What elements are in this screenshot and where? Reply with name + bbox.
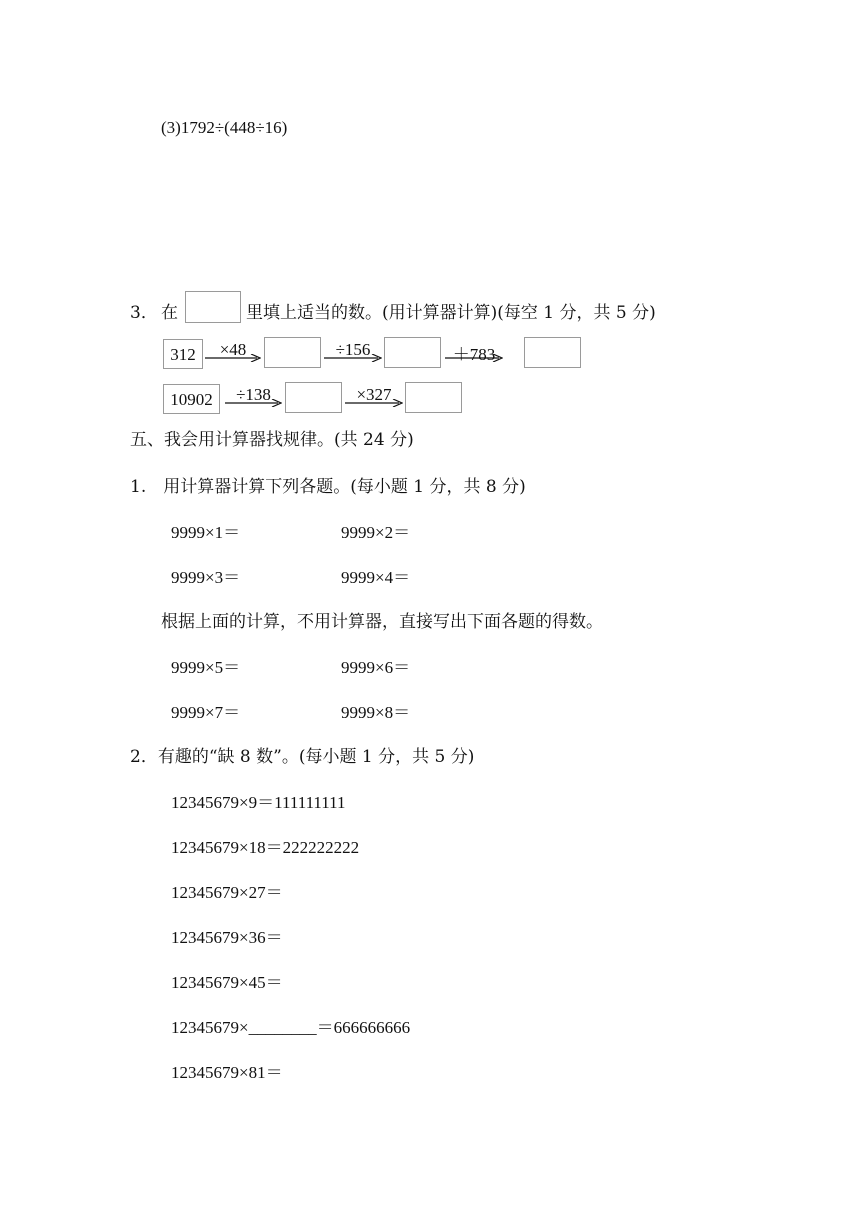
s5-q1-b-r2c1: 9999×7＝	[171, 703, 241, 722]
s5-q1-a-r1c2: 9999×2＝	[341, 523, 411, 542]
chain1-start-value: 312	[163, 339, 203, 369]
section5-heading: 五、我会用计算器找规律。(共 24 分)	[130, 430, 414, 450]
right-arrow-icon	[205, 354, 261, 362]
s5-q1-b-r1c2: 9999×6＝	[341, 658, 411, 677]
right-arrow-icon	[324, 354, 382, 362]
q3-number: 3．	[130, 303, 158, 323]
expression-3: (3)1792÷(448÷16)	[161, 118, 288, 137]
chain2-answer-box-1[interactable]	[285, 382, 342, 413]
right-arrow-icon	[345, 399, 403, 407]
chain2-op2-label: ×327	[356, 385, 392, 404]
chain2-arrow-2	[345, 387, 403, 407]
chain1-answer-box-1[interactable]	[264, 337, 321, 368]
chain1-arrow-3	[445, 342, 503, 362]
chain1-answer-box-3[interactable]	[524, 337, 581, 368]
q3-text-before: 在	[161, 303, 178, 323]
s5-q2-line-1: 12345679×9＝111111111	[171, 793, 346, 812]
s5-q2-line-2: 12345679×18＝222222222	[171, 838, 360, 857]
s5-q1-note: 根据上面的计算，不用计算器，直接写出下面各题的得数。	[161, 612, 603, 632]
s5-q1-a-r2c1: 9999×3＝	[171, 568, 241, 587]
s5-q2-line-6: 12345679×________＝666666666	[171, 1018, 411, 1037]
chain1-answer-box-2[interactable]	[384, 337, 441, 368]
s5-q1-title: 1. 用计算器计算下列各题。(每小题 1 分，共 8 分)	[130, 477, 526, 497]
s5-q1-a-r2c2: 9999×4＝	[341, 568, 411, 587]
s5-q2-line-4: 12345679×36＝	[171, 928, 283, 947]
s5-q2-line-3: 12345679×27＝	[171, 883, 283, 902]
chain1-arrow-2	[324, 342, 382, 362]
s5-q1-a-r1c1: 9999×1＝	[171, 523, 241, 542]
chain2-arrow-1	[225, 387, 282, 407]
example-blank-box	[185, 291, 241, 323]
chain1-op3-label: ＋783	[452, 345, 496, 364]
chain2-start-value: 10902	[163, 384, 220, 414]
chain1-arrow-1	[205, 342, 261, 362]
right-arrow-icon	[225, 399, 282, 407]
s5-q2-title: 2．有趣的“缺 8 数”。(每小题 1 分，共 5 分)	[130, 747, 475, 767]
chain1-op2-label: ÷156	[335, 340, 371, 359]
chain1-op1-label: ×48	[219, 340, 247, 359]
s5-q1-b-r1c1: 9999×5＝	[171, 658, 241, 677]
chain2-op1-label: ÷138	[236, 385, 271, 404]
chain2-answer-box-2[interactable]	[405, 382, 462, 413]
s5-q2-line-7: 12345679×81＝	[171, 1063, 283, 1082]
s5-q2-line-5: 12345679×45＝	[171, 973, 283, 992]
right-arrow-icon	[445, 354, 503, 362]
q3-instructions: 里填上适当的数。(用计算器计算)(每空 1 分，共 5 分)	[246, 303, 656, 323]
s5-q1-b-r2c2: 9999×8＝	[341, 703, 411, 722]
